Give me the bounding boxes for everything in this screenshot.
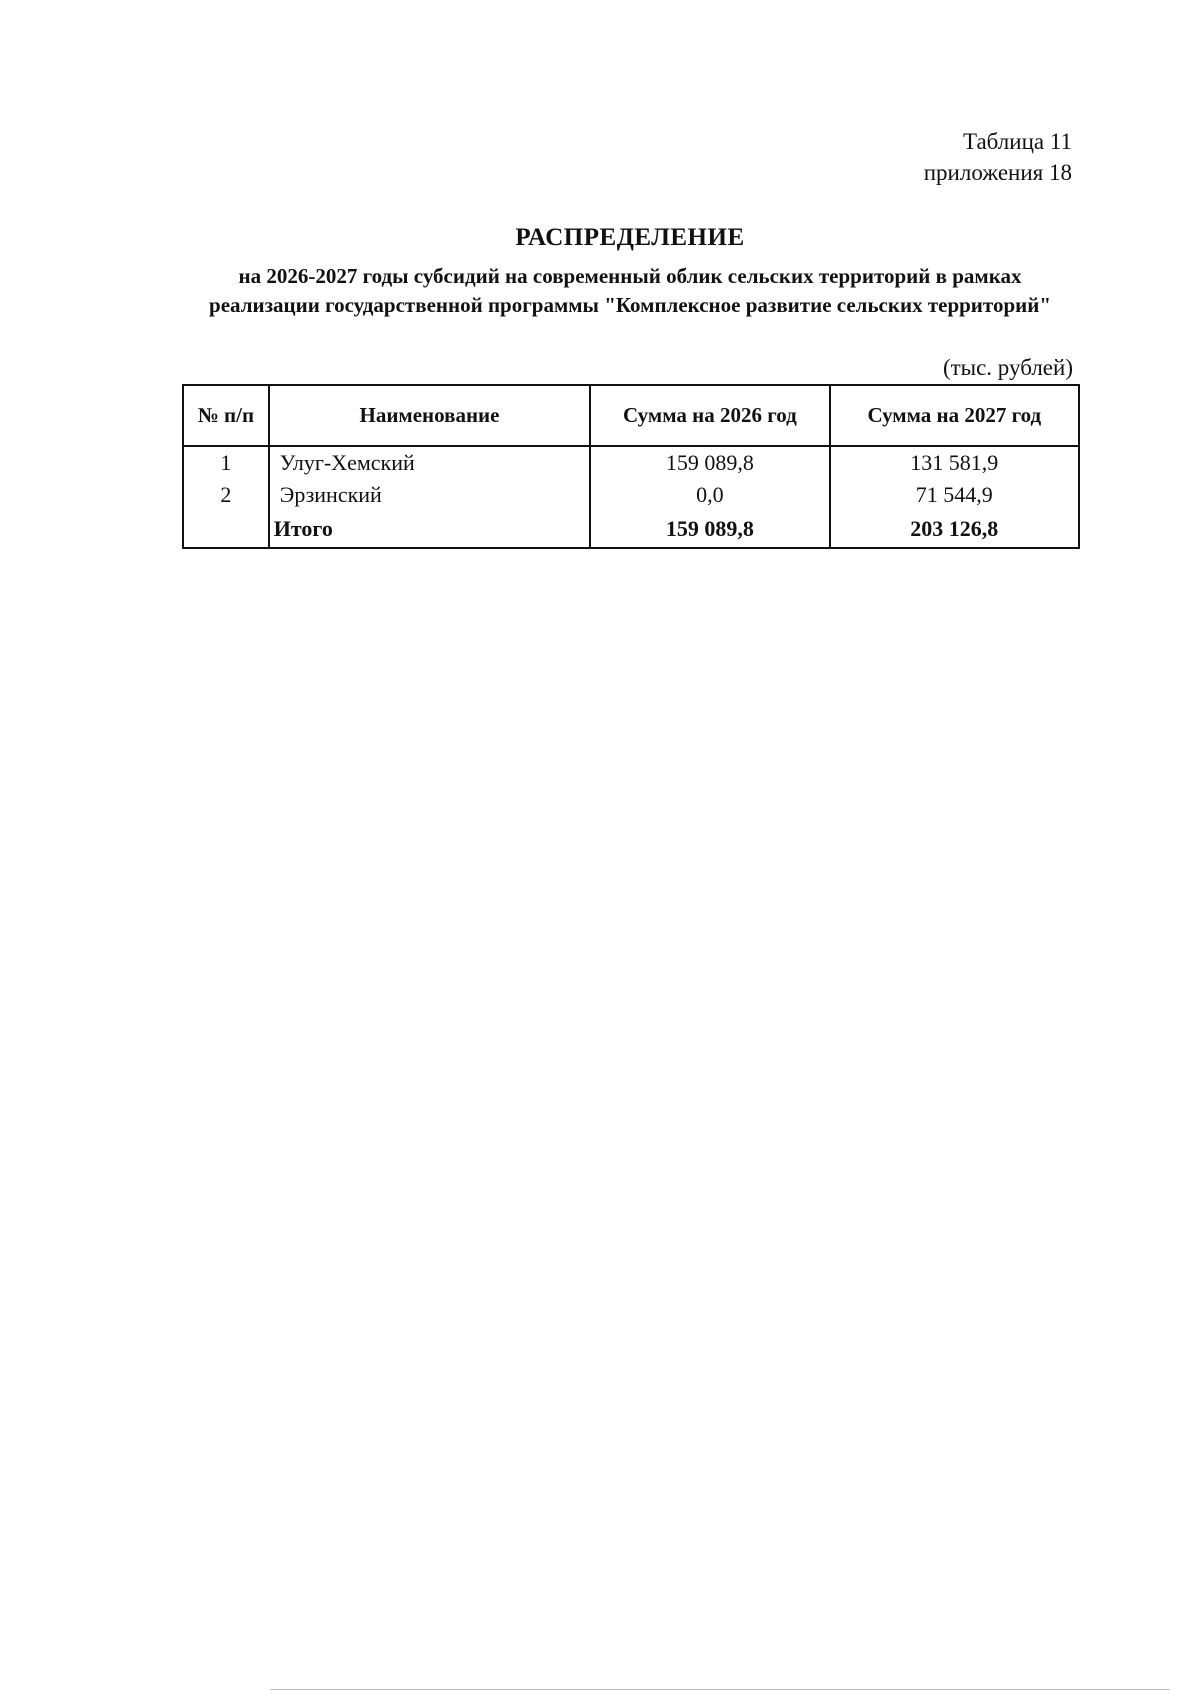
header-number: № п/п [183, 385, 269, 446]
table-number: Таблица 11 [962, 129, 1072, 154]
total-sum-2027: 203 126,8 [830, 511, 1079, 548]
header-sum-2027: Сумма на 2027 год [830, 385, 1079, 446]
header-name: Наименование [269, 385, 590, 446]
table-row [183, 479, 1079, 511]
total-sum-2026: 159 089,8 [590, 511, 829, 548]
units-note: (тыс. рублей) [942, 355, 1073, 380]
table-reference [924, 126, 1072, 188]
table-row [183, 446, 1079, 479]
table-total-row [183, 511, 1079, 548]
table-header-row [183, 385, 1079, 446]
row-name: Улуг-Хемский [269, 446, 590, 479]
scan-edge-line [270, 1689, 1170, 1690]
row-sum-2027: 71 544,9 [830, 479, 1079, 511]
row-sum-2026: 0,0 [590, 479, 829, 511]
row-number: 1 [183, 446, 269, 479]
header-sum-2026: Сумма на 2026 год [590, 385, 829, 446]
distribution-table [182, 384, 1080, 549]
row-sum-2027: 131 581,9 [830, 446, 1079, 479]
appendix-number: приложения 18 [923, 160, 1072, 185]
total-label: Итого [269, 511, 590, 548]
document-subtitle: на 2026-2027 годы субсидий на современный облик сельских территорий в рамках реализации государственной программы "Комплексное развитие сельских территорий" [209, 264, 1051, 317]
row-number: 2 [183, 479, 269, 511]
row-sum-2026: 159 089,8 [590, 446, 829, 479]
total-number [183, 511, 269, 548]
row-name: Эрзинский [269, 479, 590, 511]
document-title: РАСПРЕДЕЛЕНИЕ [515, 224, 745, 251]
